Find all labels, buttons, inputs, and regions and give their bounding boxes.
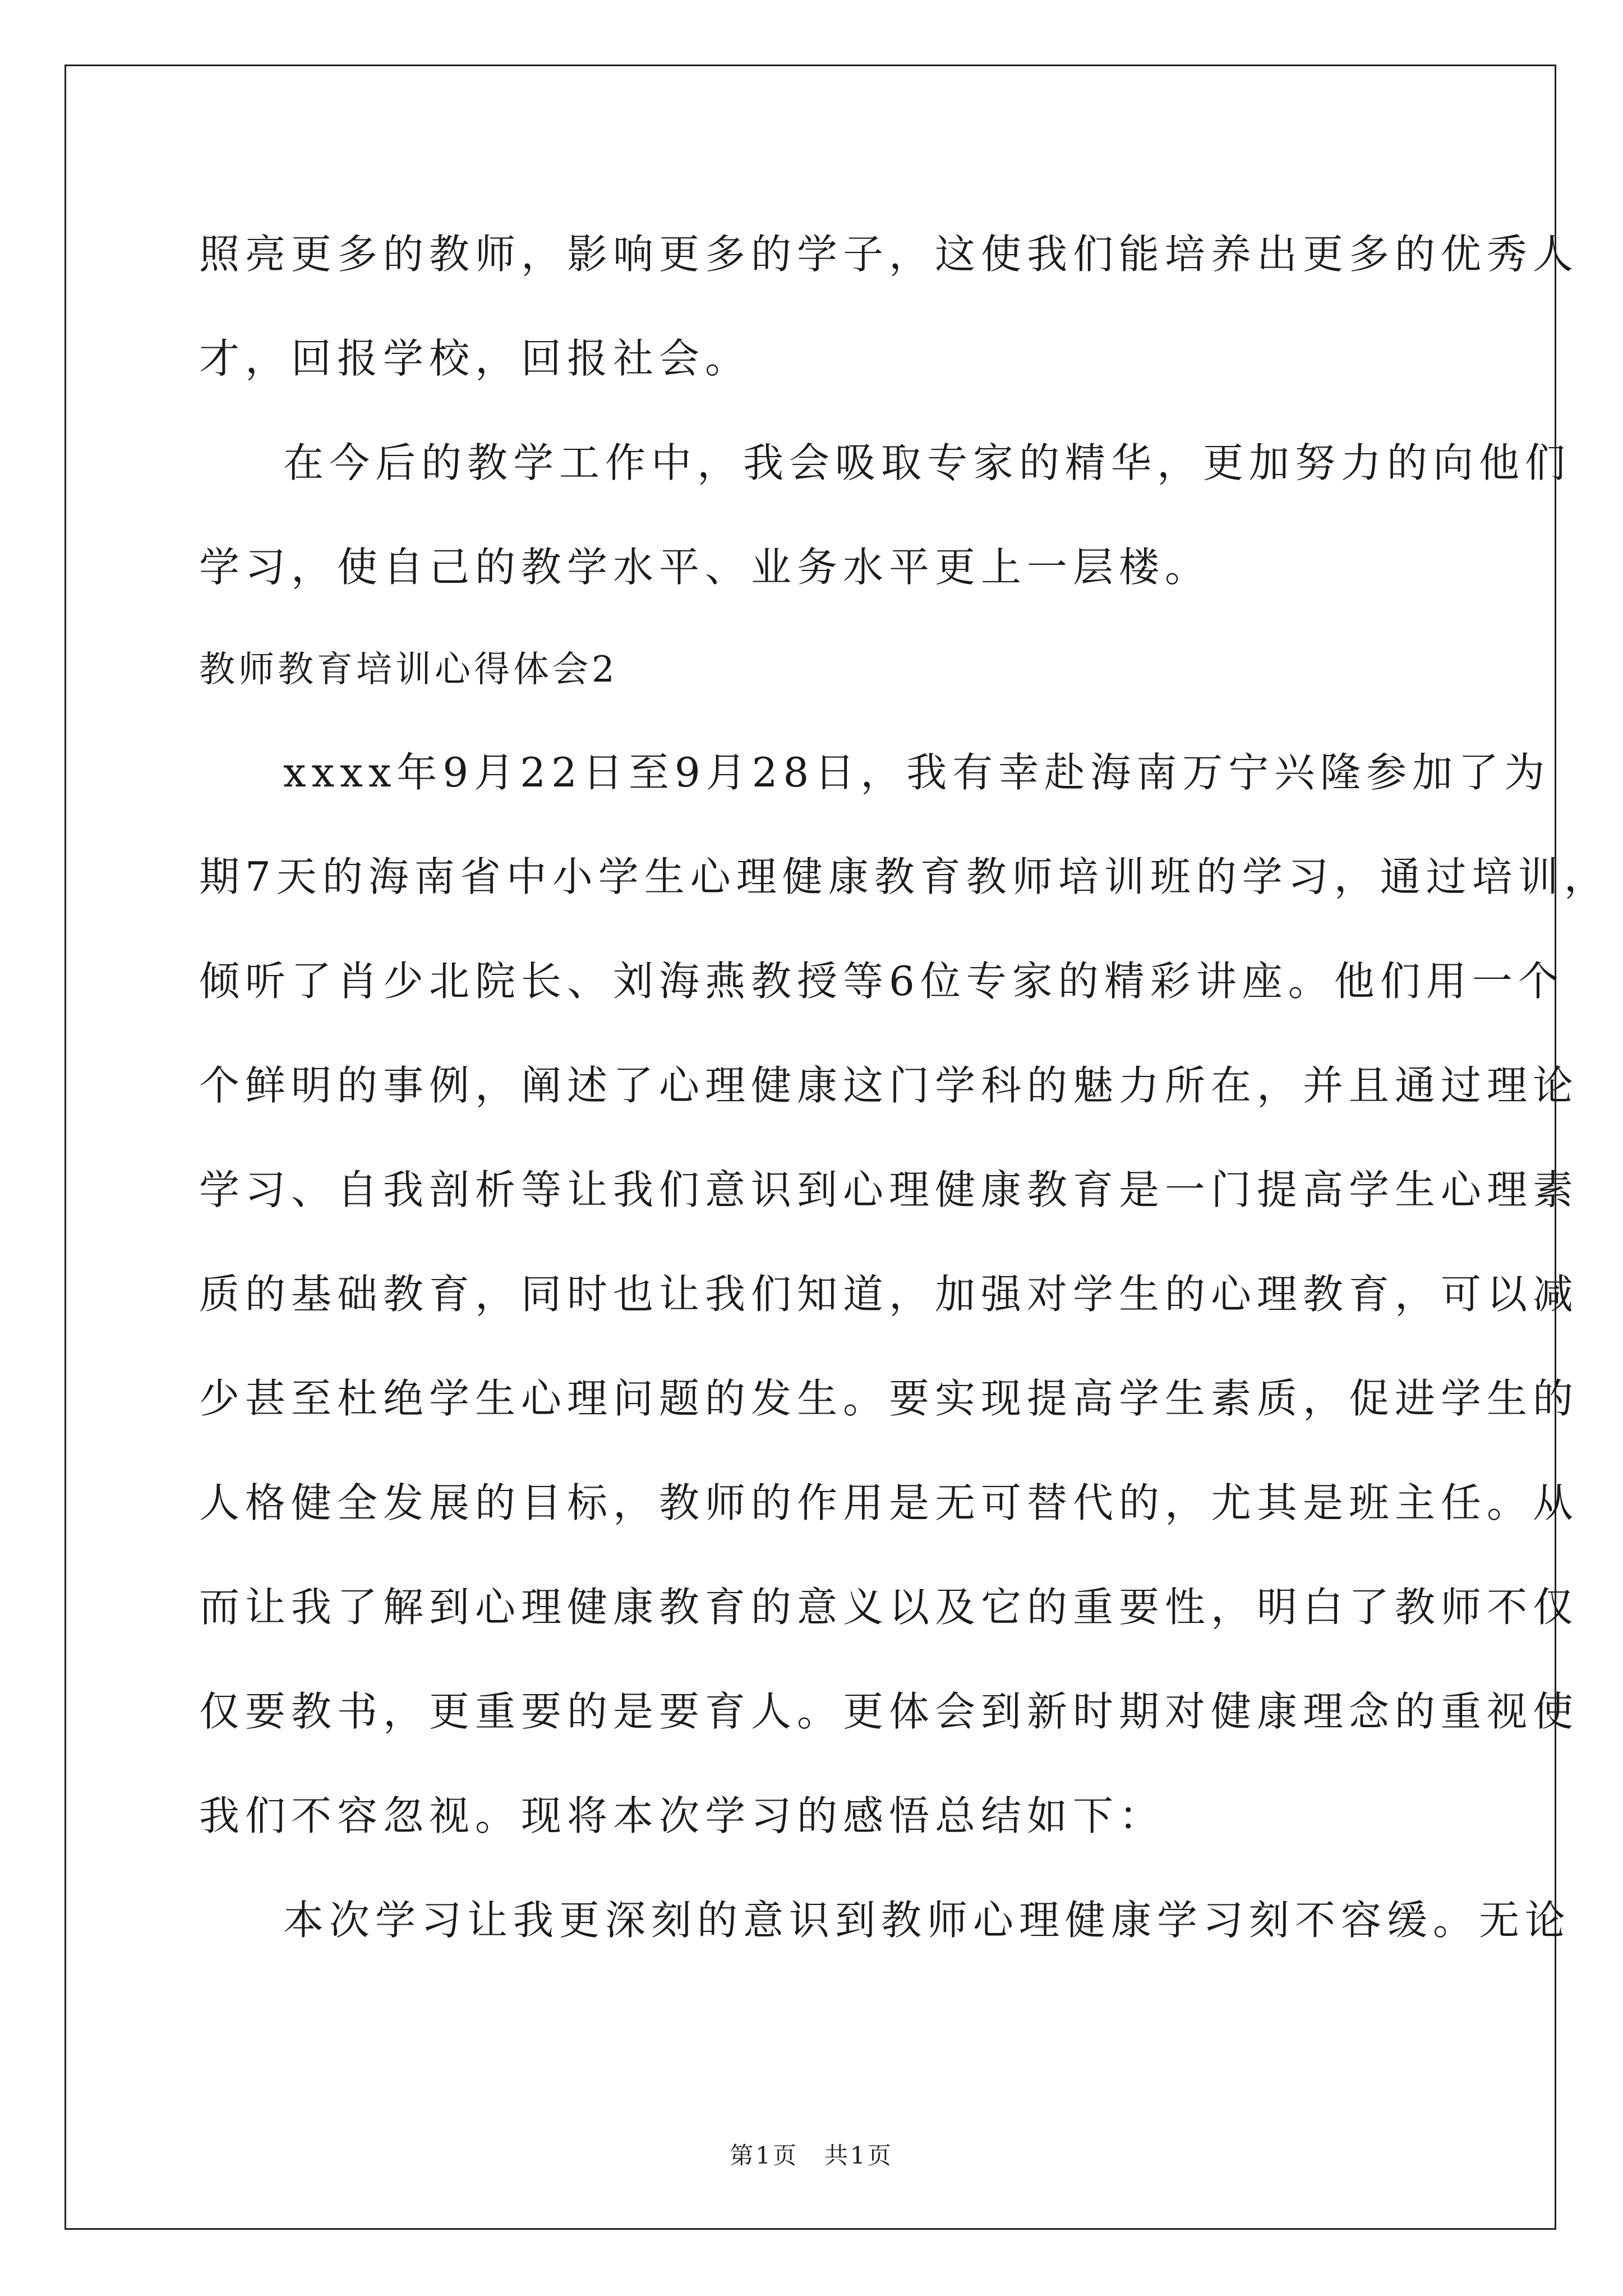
body-line: 仅要教书，更重要的是要育人。更体会到新时期对健康理念的重视使 (199, 1688, 1579, 1735)
body-line: 在今后的教学工作中，我会吸取专家的精华，更加努力的向他们 (283, 439, 1571, 486)
body-line: 我们不容忽视。现将本次学习的感悟总结如下： (199, 1792, 1165, 1839)
body-line: 本次学习让我更深刻的意识到教师心理健康学习刻不容缓。无论 (283, 1897, 1571, 1944)
body-line: 照亮更多的教师，影响更多的学子，这使我们能培养出更多的优秀人 (199, 231, 1579, 278)
document-body (199, 202, 1610, 1972)
body-line: 人格健全发展的目标，教师的作用是无可替代的，尤其是班主任。从 (199, 1479, 1579, 1526)
body-line: 期7天的海南省中小学生心理健康教育教师培训班的学习，通过培训， (199, 853, 1610, 900)
body-line: 少甚至杜绝学生心理问题的发生。要实现提高学生素质，促进学生的 (199, 1375, 1579, 1422)
body-line: 学习、自我剖析等让我们意识到心理健康教育是一门提高学生心理素 (199, 1166, 1579, 1213)
body-line: 而让我了解到心理健康教育的意义以及它的重要性，明白了教师不仅 (199, 1584, 1579, 1631)
page-number-footer: 第1页 共1页 (730, 2142, 893, 2169)
body-line: 学习，使自己的教学水平、业务水平更上一层楼。 (199, 544, 1211, 591)
body-line: 质的基础教育，同时也让我们知道，加强对学生的心理教育，可以减 (199, 1271, 1579, 1318)
body-line: xxxx年9月22日至9月28日，我有幸赴海南万宁兴隆参加了为 (283, 749, 1551, 796)
body-line: 个鲜明的事例，阐述了心理健康这门学科的魅力所在，并且通过理论 (199, 1062, 1579, 1109)
body-line: 倾听了肖少北院长、刘海燕教授等6位专家的精彩讲座。他们用一个 (199, 958, 1564, 1005)
section-heading: 教师教育培训心得体会2 (199, 649, 618, 691)
body-line: 才，回报学校，回报社会。 (199, 335, 751, 382)
